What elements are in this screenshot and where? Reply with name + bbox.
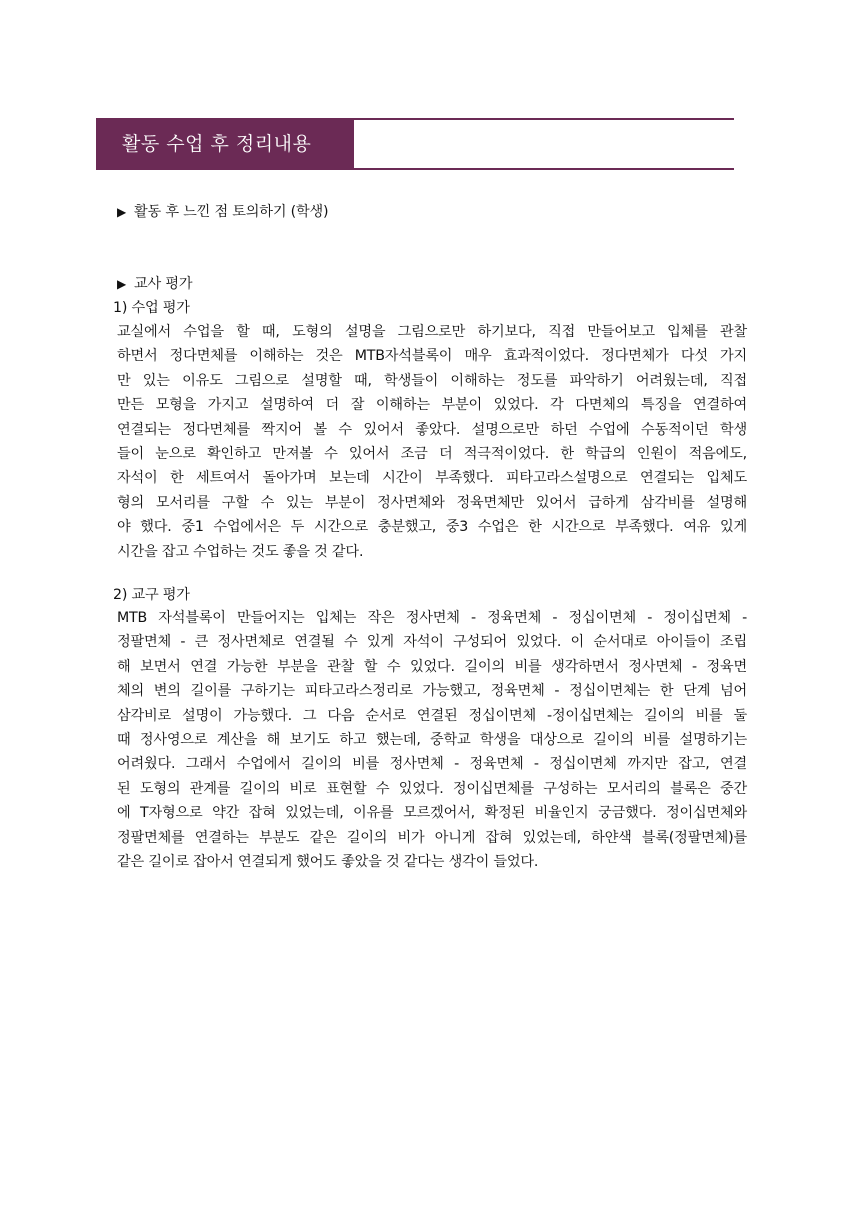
- paragraph-line: 때 정사영으로 계산을 해 보기도 하고 했는데, 중학교 학생을 대상으로 길이의 비를 설명하기는: [117, 732, 747, 749]
- paragraph-line: 삼각비로 설명이 가능했다. 그 다음 순서로 연결된 정십이면체 -정이십면체는 길이의 비를 둘: [117, 707, 747, 724]
- paragraph-line: 에 T자형으로 약간 잡혀 있었는데, 이유를 모르겠어서, 확정된 비율인지 궁금했다. 정이십면체와: [117, 805, 747, 822]
- paragraph-line: 해 보면서 연결 가능한 부분을 관찰 할 수 있었다. 길이의 비를 생각하면서 정사면체 - 정육면: [117, 658, 747, 675]
- paragraph-line: 하면서 정다면체를 이해하는 것은 MTB자석블록이 매우 효과적이었다. 정다면체가 다섯 가지: [117, 348, 747, 365]
- tool-evaluation-paragraph: [117, 606, 747, 874]
- section-teacher-evaluation: [117, 276, 747, 293]
- paragraph-line: 만든 모형을 가지고 설명하여 더 잘 이해하는 부분이 있었다. 각 다면체의 특징을 연결하여: [117, 397, 747, 414]
- section-student-discussion-title: 활동 후 느낀 점 토의하기 (학생): [134, 204, 329, 220]
- section-header: [96, 118, 734, 170]
- paragraph-line: 어려웠다. 그래서 수업에서 길이의 비를 정사면체 - 정육면체 - 정십이면체 까지만 잡고, 연결: [117, 756, 747, 773]
- triangle-bullet-icon: ▶: [117, 277, 127, 291]
- paragraph-line: 만 있는 이유도 그림으로 설명할 때, 학생들이 이해하는 정도를 파악하기 어려웠는데, 직접: [117, 372, 747, 389]
- paragraph-line: 체의 변의 길이를 구하기는 피타고라스정리로 가능했고, 정육면체 - 정십이면체는 한 단계 넘어: [117, 683, 747, 700]
- paragraph-line: 정팔면체를 연결하는 부분도 같은 길이의 비가 아니게 잡혀 있었는데, 하얀색 블록(정팔면체)를: [117, 829, 747, 846]
- subsection-lesson-evaluation-title: 1) 수업 평가: [113, 300, 190, 316]
- paragraph-line: 연결되는 정다면체를 짝지어 볼 수 있어서 좋았다. 설명으로만 하던 수업에 수동적이던 학생: [117, 421, 747, 438]
- paragraph-line: 자석이 한 세트여서 돌아가며 보는데 시간이 부족했다. 피타고라스설명으로 연결되는 입체도: [117, 470, 747, 487]
- paragraph-line: 같은 길이로 잡아서 연결되게 했어도 좋았을 것 같다는 생각이 들었다.: [117, 854, 539, 871]
- paragraph-line: 교실에서 수업을 할 때, 도형의 설명을 그림으로만 하기보다, 직접 만들어보고 입체를 관찰: [117, 324, 747, 340]
- paragraph-line: 형의 모서리를 구할 수 있는 부분이 정사면체와 정육면체만 있어서 급하게 삼각비를 설명해: [117, 494, 747, 511]
- paragraph-line: MTB 자석블록이 만들어지는 입체는 작은 정사면체 - 정육면체 - 정십이면체 - 정이십면체 -: [117, 610, 747, 626]
- paragraph-line: 야 했다. 중1 수업에서은 두 시간으로 충분했고, 중3 수업은 한 시간으로 부족했다. 여유 있게: [117, 519, 747, 536]
- header-title: 활동 수업 후 정리내용: [96, 120, 354, 168]
- triangle-bullet-icon: ▶: [117, 205, 127, 219]
- paragraph-line: 시간을 잡고 수업하는 것도 좋을 것 같다.: [117, 543, 364, 560]
- paragraph-line: 들이 눈으로 확인하고 만져볼 수 있어서 조금 더 적극적이었다. 한 학급의 인원이 적음에도,: [117, 446, 747, 463]
- lesson-evaluation-paragraph: [117, 320, 747, 564]
- paragraph-line: 된 도형의 관계를 길이의 비로 표현할 수 있었다. 정이십면체를 구성하는 모서리의 블록은 중간: [117, 780, 747, 797]
- header-bottom-rule: [96, 168, 734, 170]
- paragraph-line: 정팔면체 - 큰 정사면체로 연결될 수 있게 자석이 구성되어 있었다. 이 순서대로 아이들이 조립: [117, 634, 747, 651]
- subsection-tool-evaluation-title: 2) 교구 평가: [113, 587, 190, 603]
- header-blank-area: [354, 120, 735, 168]
- section-teacher-evaluation-title: 교사 평가: [134, 276, 193, 292]
- section-student-discussion: [117, 204, 747, 221]
